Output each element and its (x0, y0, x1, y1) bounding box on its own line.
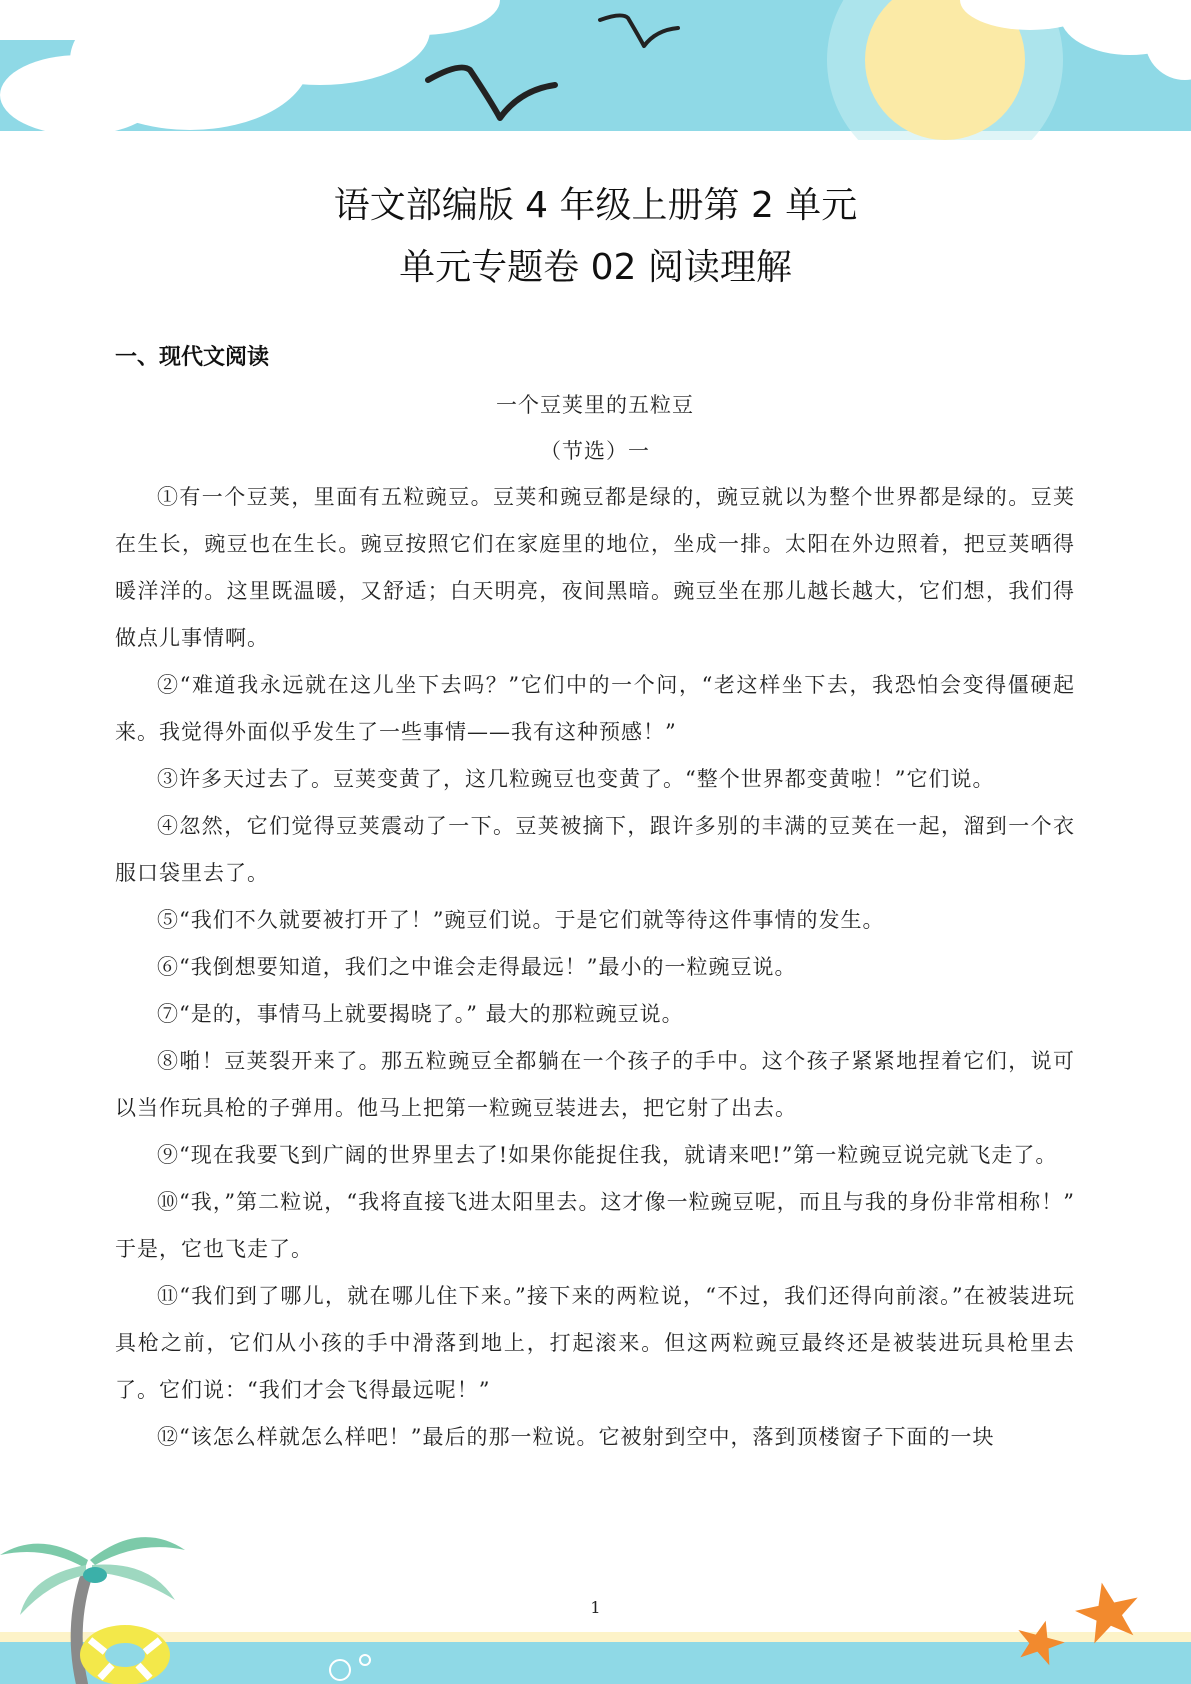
paragraph: ⑥“我倒想要知道，我们之中谁会走得最远！”最小的一粒豌豆说。 (157, 955, 797, 979)
paragraph: ②“难道我永远就在这儿坐下去吗？”它们中的一个问，“老这样坐下去，我恐怕会变得僵硬起来。我觉得外面似乎发生了一些事情——我有这种预感！” (115, 673, 1075, 744)
document-title: 语文部编版 4 年级上册第 2 单元 (333, 185, 858, 226)
paragraph: ⑦“是的，事情马上就要揭晓了。” 最大的那粒豌豆说。 (157, 1002, 684, 1026)
document-subtitle: 单元专题卷 02 阅读理解 (399, 247, 792, 288)
sea-strip (0, 1642, 1191, 1684)
reading-passage (115, 382, 1075, 1461)
paragraph: ⑪“我们到了哪儿，就在哪儿住下来。”接下来的两粒说，“不过，我们还得向前滚。”在被装进玩具枪之前，它们从小孩的手中滑落到地上，打起滚来。但这两粒豌豆最终还是被装进玩具枪里去了。它们说：“我们才会飞得最远呢！” (115, 1284, 1075, 1402)
header-sky-banner (0, 0, 1191, 140)
story-subtitle: （节选）一 (540, 439, 650, 463)
paragraph: ⑩“我，”第二粒说，“我将直接飞进太阳里去。这才像一粒豌豆呢，而且与我的身份非常相称！” 于是，它也飞走了。 (115, 1190, 1075, 1261)
paragraph: ③许多天过去了。豆荚变黄了，这几粒豌豆也变黄了。“整个世界都变黄啦！”它们说。 (157, 767, 995, 791)
paragraph: ⑤“我们不久就要被打开了！”豌豆们说。于是它们就等待这件事情的发生。 (157, 908, 885, 932)
page-number: 1 (590, 1598, 601, 1617)
section-heading: 一、现代文阅读 (115, 345, 270, 370)
story-title: 一个豆荚里的五粒豆 (496, 393, 694, 417)
title-block (0, 175, 1191, 299)
sand-strip (0, 1632, 1191, 1642)
paragraph: ⑧啪！豆荚裂开来了。那五粒豌豆全都躺在一个孩子的手中。这个孩子紧紧地捏着它们，说可以当作玩具枪的子弹用。他马上把第一粒豌豆装进去，把它射了出去。 (115, 1049, 1075, 1120)
footer-beach-banner (0, 1520, 1191, 1684)
paragraph: ⑨“现在我要飞到广阔的世界里去了!如果你能捉住我，就请来吧!”第一粒豌豆说完就飞走了。 (157, 1143, 1058, 1167)
swim-ring-icon (80, 1625, 170, 1684)
paragraph: ①有一个豆荚，里面有五粒豌豆。豆荚和豌豆都是绿的，豌豆就以为整个世界都是绿的。豆荚在生长，豌豆也在生长。豌豆按照它们在家庭里的地位，坐成一排。太阳在外边照着，把豆荚晒得暖洋洋的。这里既温暖，又舒适；白天明亮，夜间黑暗。豌豆坐在那儿越长越大，它们想，我们得做点儿事情啊。 (115, 485, 1075, 650)
paragraph: ④忽然，它们觉得豆荚震动了一下。豆荚被摘下，跟许多别的丰满的豆荚在一起，溜到一个衣服口袋里去了。 (115, 814, 1075, 885)
paragraph: ⑫“该怎么样就怎么样吧！”最后的那一粒说。它被射到空中，落到顶楼窗子下面的一块 (157, 1425, 995, 1449)
